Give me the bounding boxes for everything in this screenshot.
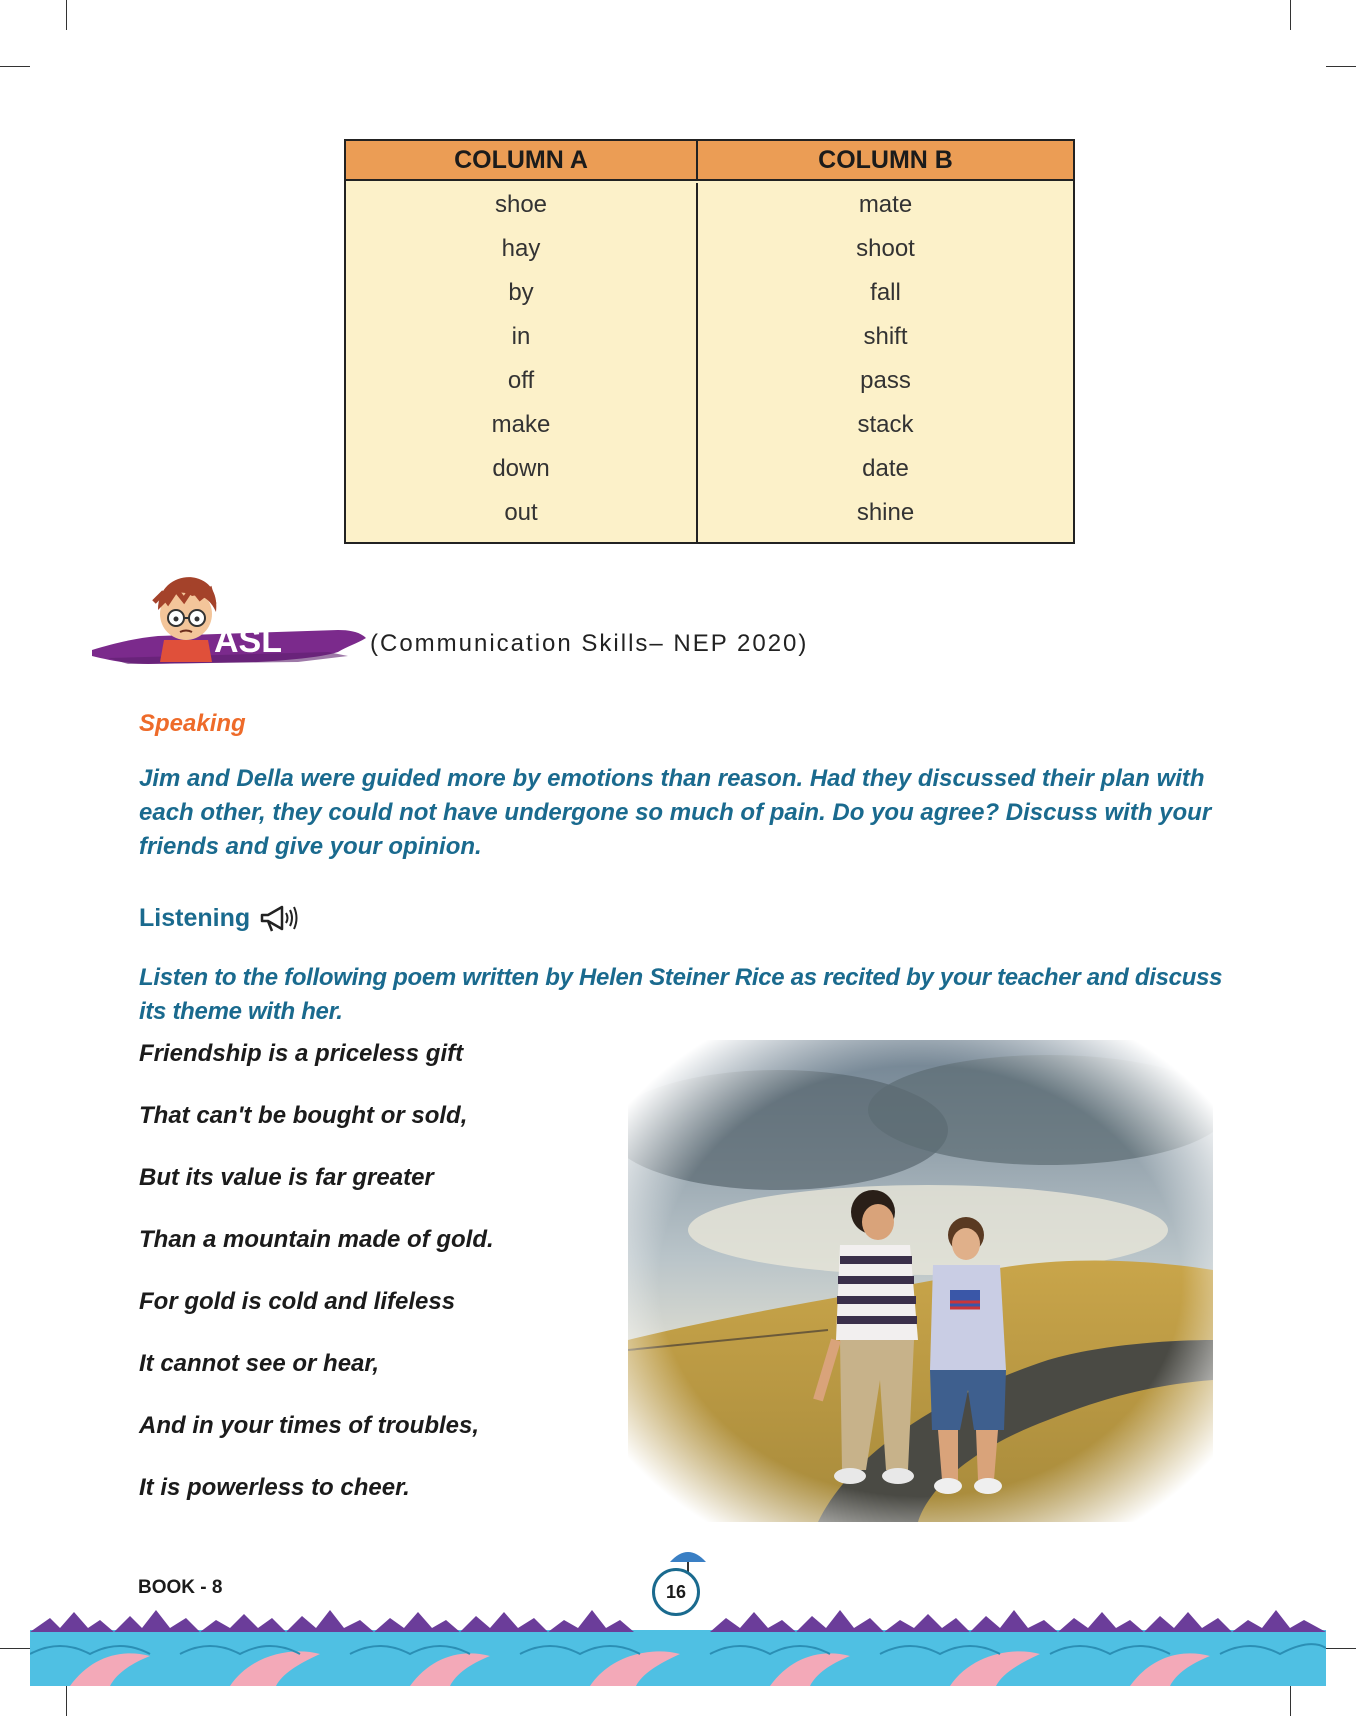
table-cell: in xyxy=(511,323,531,350)
poem xyxy=(139,1040,494,1536)
poem-line: It cannot see or hear, xyxy=(139,1350,380,1377)
poem-line: And in your times of troubles, xyxy=(139,1412,480,1439)
column-b-header: COLUMN B xyxy=(818,145,953,174)
poem-line: For gold is cold and lifeless xyxy=(139,1288,456,1315)
poem-line: Than a mountain made of gold. xyxy=(139,1226,494,1253)
table-cell: off xyxy=(507,367,535,394)
cartoon-boy-icon xyxy=(154,577,216,662)
poem-line: It is powerless to cheer. xyxy=(139,1474,410,1501)
table-header xyxy=(346,141,1073,181)
matching-table xyxy=(344,139,1075,544)
asl-subtitle: (Communication Skills– NEP 2020) xyxy=(370,630,809,657)
poem-line: But its value is far greater xyxy=(139,1164,434,1191)
poem-line: Friendship is a priceless gift xyxy=(139,1040,464,1067)
table-cell: shine xyxy=(856,499,915,526)
listening-label: Listening xyxy=(139,903,251,932)
table-cell: shoe xyxy=(494,191,548,218)
crop-mark xyxy=(1326,1648,1356,1649)
crop-mark xyxy=(0,66,30,67)
book-label: BOOK - 8 xyxy=(138,1577,223,1598)
listening-instruction: Listen to the following poem written by Helen Steiner Rice as recited by your teacher and discuss its theme with her. xyxy=(139,964,1223,1025)
crop-mark xyxy=(1326,66,1356,67)
table-cell: stack xyxy=(857,411,914,438)
table-cell: pass xyxy=(860,367,911,394)
table-cell: by xyxy=(508,279,534,306)
table-cell: shoot xyxy=(856,235,915,262)
page-number: 16 xyxy=(652,1568,700,1616)
listening-heading xyxy=(139,903,300,933)
friends-photo xyxy=(628,1040,1213,1522)
table-cell: make xyxy=(491,411,551,438)
table-cell: mate xyxy=(858,191,913,218)
speaking-question: Jim and Della were guided more by emotions than reason. Had they discussed their plan with each other, they could not have undergone so much of pain. Do you agree? Discuss with your friends and give your opinion. xyxy=(139,765,1212,860)
megaphone-icon xyxy=(258,903,300,933)
crop-mark xyxy=(1290,1684,1291,1716)
column-b xyxy=(698,183,1073,544)
asl-badge: ASL xyxy=(214,622,282,660)
table-cell: shift xyxy=(863,323,908,350)
crop-mark xyxy=(66,0,67,30)
table-cell: date xyxy=(862,455,909,482)
asl-banner xyxy=(88,572,368,682)
column-a xyxy=(346,183,698,544)
table-cell: hay xyxy=(501,235,541,262)
crop-mark xyxy=(1290,0,1291,30)
table-cell: out xyxy=(504,499,538,526)
poem-line: That can't be bought or sold, xyxy=(139,1102,468,1129)
column-a-header: COLUMN A xyxy=(346,141,698,179)
crop-mark xyxy=(66,1684,67,1716)
table-cell: fall xyxy=(870,279,901,306)
crop-mark xyxy=(0,1648,30,1649)
speaking-heading: Speaking xyxy=(139,710,246,737)
table-cell: down xyxy=(492,455,550,482)
